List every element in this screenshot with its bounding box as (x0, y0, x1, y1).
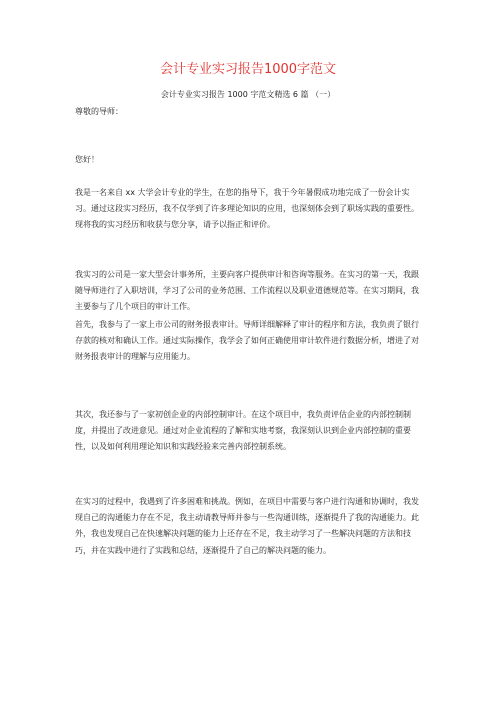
document-title: 会计专业实习报告1000字范文 (159, 62, 337, 77)
paragraph: 我实习的公司是一家大型会计事务所，主要向客户提供审计和咨询等服务。在实习的第一天，我跟随导师进行了入职培训，学习了公司的业务范围、工作流程以及职业道德规范等。在实习期间，我主要参与了几个项目的审计工作。 (75, 270, 419, 312)
paragraph: 在实习的过程中，我遇到了许多困难和挑战。例如，在项目中需要与客户进行沟通和协调时，我发现自己的沟通能力存在不足，我主动请教导师并参与一些沟通训练，逐渐提升了我的沟通能力。此外，我也发现自己在快速解决问题的能力上还存在不足，我主动学习了一些解决问题的方法和技巧，并在实践中进行了实践和总结，逐渐提升了自己的解决问题的能力。 (75, 497, 419, 555)
paragraph: 其次，我还参与了一家初创企业的内部控制审计。在这个项目中，我负责评估企业的内部控制制度，并提出了改进意见。通过对企业流程的了解和实地考察，我深刻认识到企业内部控制的重要性，以及如何利用理论知识和实践经验来完善内部控制系统。 (75, 410, 411, 452)
paragraph: 我是一名来自 xx 大学会计专业的学生，在您的指导下，我于今年暑假成功地完成了一份会计实习。通过这段实习经历，我不仅学到了许多理论知识的应用，也深刻体会到了职场实践的重要性。现将我的实习经历和收获与您分享，请予以指正和评价。 (75, 188, 419, 230)
greeting: 您好！ (75, 155, 99, 164)
document-subtitle: 会计专业实习报告 1000 字范文精选 6 篇 （一） (160, 90, 336, 99)
salutation: 尊敬的导师： (75, 107, 123, 116)
paragraph: 首先，我参与了一家上市公司的财务报表审计。导师详细解释了审计的程序和方法，我负责了银行存款的核对和确认工作。通过实际操作，我学会了如何正确使用审计软件进行数据分析，增进了对财务报表审计的理解与应用能力。 (75, 320, 419, 362)
